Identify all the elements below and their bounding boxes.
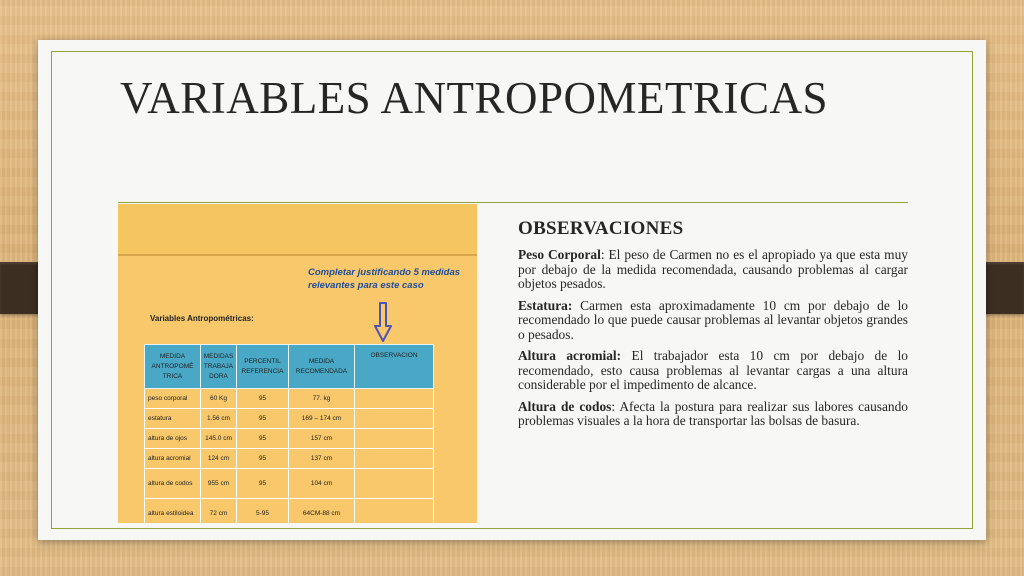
observation-text: : El peso de Carmen no es el apropiado ya que esta muy por debajo de la medida recomendada, causando problemas al cargar objetos pesados.	[518, 247, 908, 291]
embedded-table-image	[118, 204, 477, 523]
table-cell: 95	[237, 389, 289, 409]
table-cell	[355, 469, 434, 499]
table-cell: 95	[237, 409, 289, 429]
observation-text: El trabajador esta 10 cm por debajo de lo recomendado, esto causa problemas al levantar cargas a una altura considerable por el impedimento de alcance.	[518, 348, 908, 392]
instruction-note: Completar justificando 5 medidas relevantes para este caso	[308, 267, 461, 291]
slide-title: VARIABLES ANTROPOMETRICAS	[120, 73, 829, 123]
observation-term: Altura acromial:	[518, 348, 622, 363]
observations-heading: OBSERVACIONES	[518, 218, 684, 239]
table-cell	[355, 429, 434, 449]
measurements-table	[144, 344, 434, 523]
observation-term: Altura de codos	[518, 398, 612, 414]
table-cell: 104 cm	[289, 469, 355, 499]
header-medidas-trabajadora: MEDIDAS TRABAJA DORA	[201, 345, 237, 389]
table-cell: 137 cm	[289, 449, 355, 469]
observation-term: Estatura:	[518, 297, 573, 313]
table-cell: estatura	[145, 409, 201, 429]
table-cell	[355, 499, 434, 524]
table-cell: altura de ojos	[145, 429, 201, 449]
table-cell	[355, 409, 434, 429]
table-row	[145, 499, 434, 524]
table-row	[145, 429, 434, 449]
table-cell: altura acromial	[145, 449, 201, 469]
observations-section	[518, 218, 908, 436]
table-cell: 95	[237, 429, 289, 449]
table-cell: 5-95	[237, 499, 289, 524]
table-cell: altura de codos	[145, 469, 201, 499]
table-cell: 60 Kg	[201, 389, 237, 409]
table-row	[145, 409, 434, 429]
header-medida-antropometrica: MEDIDA ANTROPOMÉ TRICA	[145, 345, 201, 389]
table-cell: 955 cm	[201, 469, 237, 499]
observation-paragraph	[518, 248, 908, 292]
observation-paragraph	[518, 349, 908, 393]
table-cell: peso corporal	[145, 389, 201, 409]
table-cell: 145.0 cm	[201, 429, 237, 449]
header-observacion: OBSERVACION	[355, 345, 434, 389]
table-cell: 1.56 cm	[201, 409, 237, 429]
table-row	[145, 389, 434, 409]
down-arrow-icon	[374, 302, 392, 342]
table-header-row	[145, 345, 434, 389]
observation-paragraph	[518, 299, 908, 343]
table-cell: 77. kg	[289, 389, 355, 409]
table-cell: 95	[237, 449, 289, 469]
table-row	[145, 469, 434, 499]
figure-divider	[118, 254, 477, 256]
table-cell: 124 cm	[201, 449, 237, 469]
table-cell: 95	[237, 469, 289, 499]
observation-term: Peso Corporal	[518, 247, 601, 262]
header-percentil-referencia: PERCENTIL REFERENCIA	[237, 345, 289, 389]
header-medida-recomendada: MEDIDA RECOMENDADA	[289, 345, 355, 389]
observation-text: Carmen esta aproximadamente 10 cm por debajo de lo recomendado lo que puede causar problemas al levantar objetos grandes o pesados.	[518, 297, 908, 342]
observation-paragraph	[518, 400, 908, 429]
observation-text: : Afecta la postura para realizar sus labores causando problemas visuales a la hora de transportar las bolsas de basura.	[518, 398, 909, 428]
table-cell: 72 cm	[201, 499, 237, 524]
variables-label: Variables Antropométricas:	[150, 314, 254, 323]
table-cell: 169 – 174 cm	[289, 409, 355, 429]
table-cell	[355, 389, 434, 409]
table-cell: 157 cm	[289, 429, 355, 449]
table-cell	[355, 449, 434, 469]
table-cell: 64CM-88 cm	[289, 499, 355, 524]
title-underline	[118, 202, 908, 203]
figure-top-band	[118, 204, 477, 254]
table-cell: altura estiloidea	[145, 499, 201, 524]
table-row	[145, 449, 434, 469]
